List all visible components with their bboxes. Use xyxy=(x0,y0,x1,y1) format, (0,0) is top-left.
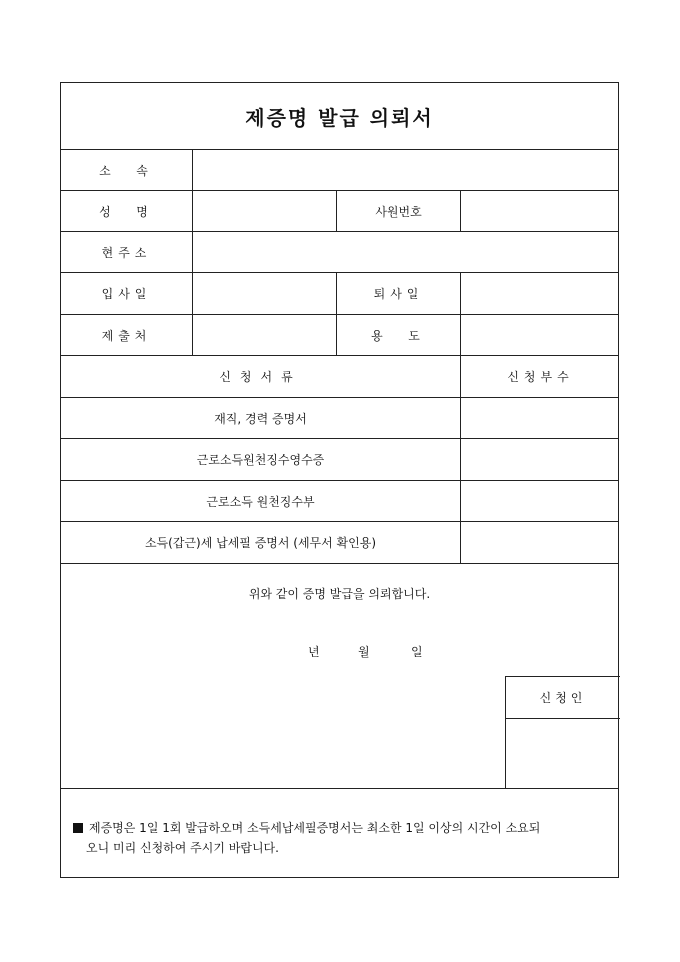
document-count-field[interactable] xyxy=(460,398,620,438)
affiliation-label: 소 속 xyxy=(99,163,154,178)
applicant-label: 신청인 xyxy=(506,677,620,719)
document-count-field[interactable] xyxy=(460,439,620,480)
submit-to-field[interactable] xyxy=(192,315,336,355)
affiliation-row xyxy=(61,150,618,191)
document-item-label: 근로소득원천징수영수증 xyxy=(196,453,325,467)
address-label: 현주소 xyxy=(101,245,152,260)
join-date-label: 입사일 xyxy=(101,287,152,301)
address-field[interactable] xyxy=(192,232,620,272)
notice-line-2: 오니 미리 신청하여 주시기 바랍니다. xyxy=(86,841,279,855)
name-row xyxy=(61,191,618,232)
date-day-label: 일 xyxy=(411,645,423,659)
notice-line-1: 제증명은 1일 1회 발급하오며 소득세납세필증명서는 최소한 1일 이상의 시간이 소요되 xyxy=(73,818,609,838)
document-count-field[interactable] xyxy=(460,481,620,521)
document-item-label: 근로소득 원천징수부 xyxy=(206,494,315,509)
documents-type-header: 신청서류 xyxy=(219,370,302,384)
name-field[interactable] xyxy=(192,191,336,231)
leave-date-field[interactable] xyxy=(460,273,620,314)
document-item-label: 소득(갑근)세 납세필 증명서 (세무서 확인용) xyxy=(144,536,377,550)
employee-no-field[interactable] xyxy=(460,191,620,231)
affiliation-field[interactable] xyxy=(192,150,620,190)
leave-date-label: 퇴사일 xyxy=(336,273,460,314)
notice xyxy=(73,818,609,858)
dates-row xyxy=(61,273,618,315)
document-row xyxy=(61,398,618,439)
applicant-box xyxy=(505,676,620,788)
applicant-signature-field[interactable] xyxy=(506,719,620,788)
name-label: 성 명 xyxy=(99,204,154,219)
document-count-field[interactable] xyxy=(460,522,620,563)
document-row xyxy=(61,522,618,564)
purpose-field[interactable] xyxy=(460,315,620,355)
submit-row xyxy=(61,315,618,356)
documents-count-header: 신청부수 xyxy=(460,356,620,397)
date-year-label: 년 xyxy=(308,645,320,659)
documents-header-row xyxy=(61,356,618,398)
join-date-field[interactable] xyxy=(192,273,336,314)
square-bullet-icon xyxy=(73,823,83,833)
date-month-label: 월 xyxy=(358,645,370,659)
address-row xyxy=(61,232,618,273)
document-item-label: 재직, 경력 증명서 xyxy=(214,411,307,426)
document-row xyxy=(61,439,618,481)
title-row xyxy=(61,83,618,150)
purpose-label: 용 도 xyxy=(336,315,460,355)
certificate-request-form xyxy=(60,82,619,878)
submit-to-label: 제출처 xyxy=(101,328,152,343)
form-title: 제증명 발급 의뢰서 xyxy=(245,105,434,130)
document-row xyxy=(61,481,618,522)
employee-no-label: 사원번호 xyxy=(336,191,460,231)
request-statement: 위와 같이 증명 발급을 의뢰합니다. xyxy=(248,587,431,601)
